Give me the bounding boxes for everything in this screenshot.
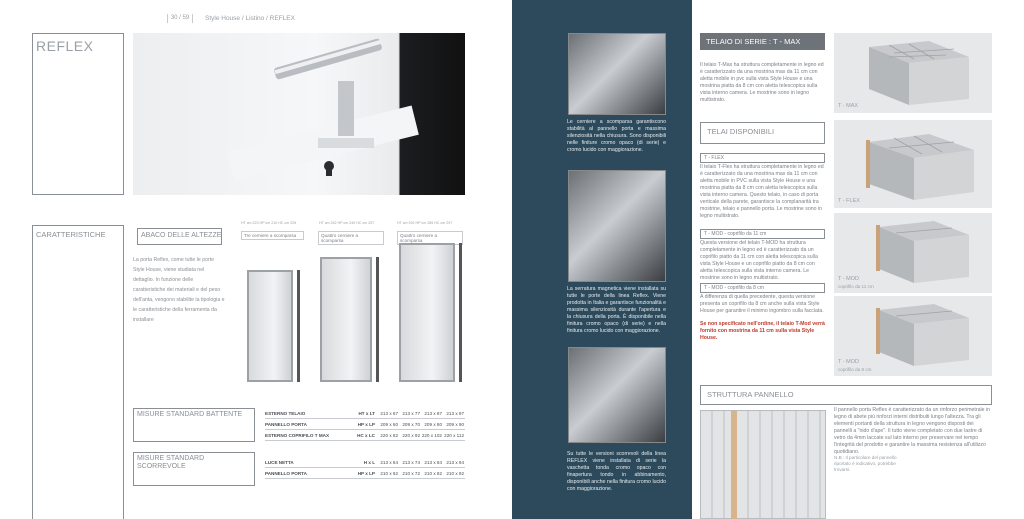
title-frame (32, 33, 124, 195)
caratteristiche-title: CARATTERISTICHE (36, 230, 106, 239)
row-value: 213 x 67 (380, 410, 398, 416)
struttura-title: STRUTTURA PANNELLO (700, 385, 992, 405)
lock-text: La serratura magnetica viene installata su tutte le porte della linea Reflex. Viene prodotta in Italia e garantisce funzionalità e massima silenziosità durante l'apertura e la chiusura della porta. È disponibile nella finitura cromo opaco (di serie) e nella finitura cromo lucido con maggiorazione. (567, 286, 666, 334)
battente-table (265, 408, 465, 441)
tmod11-title: T - MOD - coprifilo da 11 cm (700, 229, 825, 239)
struttura-text: Il pannello porta Reflex è caratterizzato da un rinforzo perimetrale in legno di abete più rinforzi interni distribuiti lungo l'altezza. Tra gli elementi portanti della struttura in legno vengono disposti dei pannelli a "nido d'ape". Il tutto viene completato con due lastre di vetro da 4mm laccate sul lato interno per preservare nel tempo l'integrità del prodotto e garantire la massima resistenza all'utilizzo quotidiano. (834, 407, 990, 455)
hero-handle-photo (133, 33, 465, 195)
row-code: HT x LT (358, 410, 375, 416)
row-value: 209 x 80 (424, 421, 442, 427)
row-value: 213 x 97 (446, 410, 464, 416)
table-row (265, 408, 465, 419)
render-sublabel: coprifilo da 8 cm (838, 367, 872, 372)
table-row (265, 468, 465, 479)
render-label: T - MOD (838, 359, 859, 365)
render-label: T - FLEX (838, 198, 860, 204)
row-code: HP x LP (357, 470, 375, 476)
table-row (265, 457, 465, 468)
row-label: ESTERNO TELAIO (265, 410, 306, 416)
row-value: 209 x 70 (402, 421, 420, 427)
table-row (265, 430, 465, 441)
row-value: 210 x 72 (402, 470, 420, 476)
door-2-dims: HT cm 252 HP cm 240 HC cm 257 (319, 221, 375, 225)
pull-text: Su tutte le versioni scorrevoli della linea REFLEX viene installata di serie la vaschetta tonda cromo opaco con finapertura tondo in abbinamento, disponibili anche nella finitura cromo lucido con maggiorazione. (567, 451, 666, 492)
door-3-illustration (399, 243, 455, 382)
row-value: 210 x 82 (424, 470, 442, 476)
tmod8-title: T - MOD - coprifilo da 8 cm (700, 283, 825, 293)
tflex-text: Il telaio T-Flex ha struttura completamente in legno ed è caratterizzato da una mostrina max da 11 cm con aletta mobile in PVC sulla vista Style House e una mostrina piatta da 8 cm con aletta telescopica sulla vista interno camera. Questo telaio, in caso di porta verticale della parete, garantisce la complanarità tra mostrine, telaio e pannello porta. Le mostrine sono in legno multistrato. (700, 164, 824, 219)
lock-photo (568, 170, 666, 282)
wood-reinforcement (731, 411, 737, 519)
render-tmax (834, 33, 992, 113)
table-row (265, 419, 465, 430)
row-code: HP x LP (357, 421, 375, 427)
door-2-frame (376, 257, 379, 382)
tmod11-text: Questa versione del telaio T-MOD ha struttura completamente in legno ed è caratterizzato da un coprifilo piatto da 11 cm con aletta telescopica sulla vista Style House e un coprifilo piatto da 8 cm con aletta telescopica sulla vista interno camera. Le mostrine sono in legno multistrato. (700, 240, 818, 281)
handle-illustration (133, 33, 465, 195)
struttura-caption: N.B.: Il particolare del pannello riportato è indicativo, potrebbe trovarsi. (834, 455, 897, 472)
render-sublabel: coprifilo da 11 cm (838, 284, 874, 289)
page-number: 30 / 59 (167, 14, 193, 23)
frame-section-drawing (834, 120, 992, 208)
row-label: PANNELLO PORTA (265, 421, 307, 427)
door-2-label: Quattro cerniere a scomparsa (318, 231, 384, 245)
caratteristiche-frame (32, 225, 124, 519)
telaio-title: TELAIO DI SERIE : T - MAX (700, 33, 825, 50)
page-title: REFLEX (36, 38, 94, 54)
row-value: 220 x 112 (444, 432, 464, 438)
row-value: 213 x 77 (402, 410, 420, 416)
render-tflex (834, 120, 992, 208)
row-value: 213 x 84 (424, 459, 442, 465)
scorrevole-title: MISURE STANDARD SCORREVOLE (133, 452, 255, 486)
frame-section-drawing (834, 33, 992, 113)
door-1-label: Tre cerniere a scomparsa (241, 231, 304, 240)
scorrevole-table (265, 457, 465, 479)
door-1-frame (297, 270, 300, 382)
row-value: 209 x 60 (380, 421, 398, 427)
hinge-photo (568, 33, 666, 115)
door-1-dims: HT cm 223 HP cm 210 HC cm 225 (241, 221, 297, 225)
door-3-dims: HT cm 292 HP cm 285 HC cm 297 (397, 221, 453, 225)
row-label: LUCE NETTA (265, 459, 294, 465)
render-tmod11 (834, 213, 992, 293)
door-2-illustration (320, 257, 372, 382)
telaio-text: Il telaio T-Max ha struttura completamente in legno ed è caratterizzato da una mostrina max da 11 cm con aletta mobile in pvc sulla vista Style House e una mostrina piatta da 8 cm con aletta telescopica sulla vista interno camera. Le mostrine sono in legno multistrato. (700, 62, 824, 103)
door-3-frame (459, 243, 462, 382)
row-label: ESTERNO COPRIFILO T MAX (265, 432, 330, 438)
row-value: 209 x 90 (446, 421, 464, 427)
row-value: 213 x 74 (402, 459, 420, 465)
render-tmod8 (834, 296, 992, 376)
row-value: 220 x 82 (380, 432, 398, 438)
render-label: T - MOD (838, 276, 859, 282)
row-value: 210 x 62 (380, 470, 398, 476)
pull-photo (568, 347, 666, 443)
row-value: 213 x 64 (380, 459, 398, 465)
row-code: H x L (363, 459, 375, 465)
row-value: 220 x 92 (402, 432, 420, 438)
row-value: 213 x 94 (446, 459, 464, 465)
tmod-note: Se non specificato nell'ordine, il telaio T-Mod verrà fornito con mostrina da 11 cm sulla vista Style House. (700, 321, 825, 341)
row-value: 213 x 87 (424, 410, 442, 416)
row-value: 220 x 102 (421, 432, 442, 438)
battente-title: MISURE STANDARD BATTENTE (133, 408, 255, 442)
render-label: T - MAX (838, 103, 859, 109)
row-label: PANNELLO PORTA (265, 470, 307, 476)
panel-structure-illustration (700, 410, 826, 519)
breadcrumb: Style House / Listino / REFLEX (205, 15, 295, 22)
hinge-text: Le cerniere a scomparsa garantiscono stabilità al pannello porta e massima silenziosità nella chiusura. Sono disponibili nelle finiture cromo opaco (di serie) e cromo lucido con maggiorazione. (567, 119, 666, 153)
door-1-illustration (247, 270, 293, 382)
tflex-title: T - FLEX (700, 153, 825, 163)
door-3-label: Quattro cerniere a scomparsa (397, 231, 463, 245)
tmod8-text: A differenza di quella precedente, questa versione presenta un coprifilo da 8 cm anche sulla vista Style House per garantire il minimo ingombro sulla facciata. (700, 294, 824, 314)
row-code: HC x LC (357, 432, 375, 438)
row-value: 210 x 92 (446, 470, 464, 476)
caratteristiche-text: La porta Reflex, come tutte le porte Style House, viene studiata nel dettaglio. In funzione delle caratteristiche dei materiali e del peso dell'anta, vengono stabilite la tipologia e le caratteristiche della ferramenta da installare (133, 257, 225, 323)
abaco-title: ABACO DELLE ALTEZZE (141, 232, 222, 239)
disponibili-title: TELAI DISPONIBILI (700, 122, 825, 144)
